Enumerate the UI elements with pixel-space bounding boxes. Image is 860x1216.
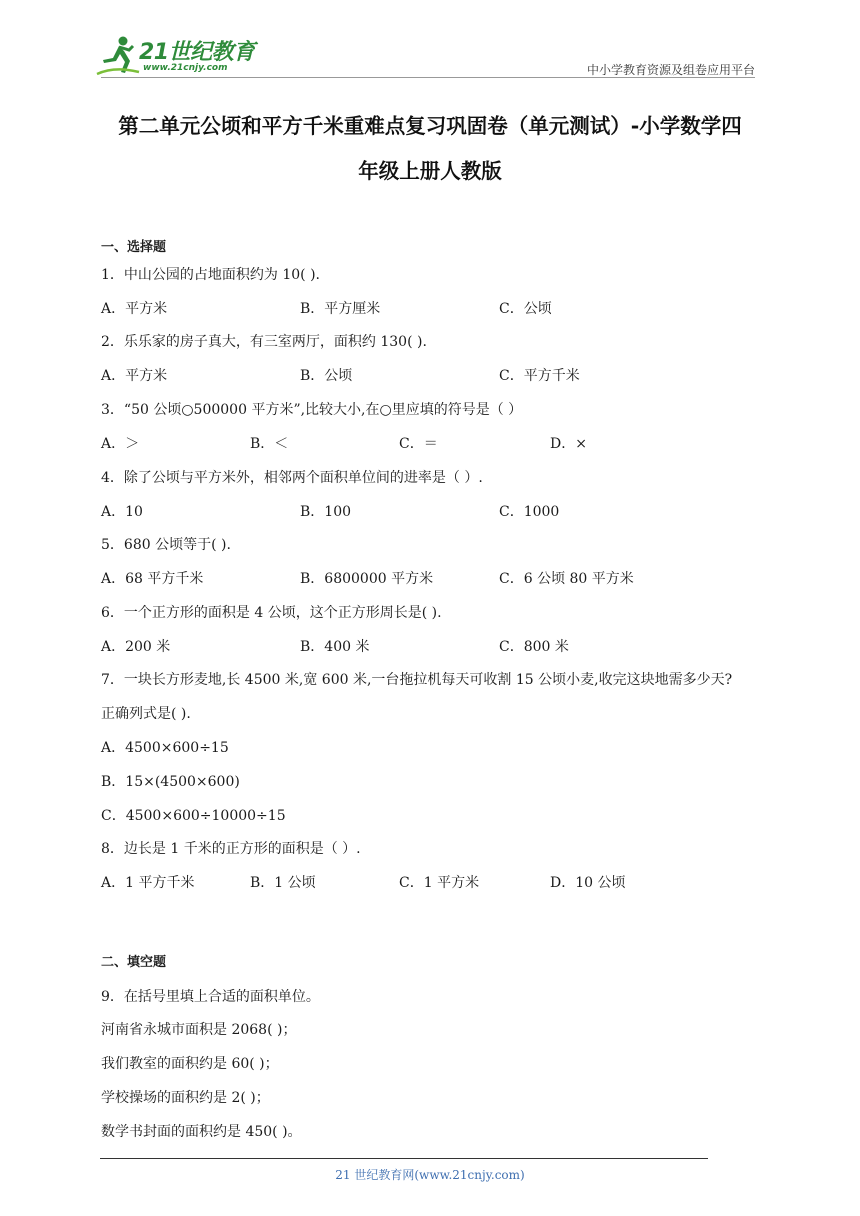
question-2: 2．乐乐家的房子真大，有三室两厅，面积约 130( ). — [101, 334, 427, 350]
document-title-line2: 年级上册人教版 — [358, 159, 502, 183]
runner-logo-icon — [95, 34, 141, 80]
question-7-continued: 正确列式是( ). — [101, 706, 191, 722]
q1-option-c: C．公顷 — [499, 301, 552, 317]
question-7: 7．一块长方形麦地,长 4500 米,宽 600 米,一台拖拉机每天可收割 15 公顷小麦,收完这块地需多少天? — [101, 672, 733, 688]
section-heading-fill: 二、填空题 — [101, 955, 167, 970]
q7-option-c: C．4500×600÷10000÷15 — [101, 808, 286, 824]
q3-option-c: C．＝ — [399, 436, 438, 452]
question-9: 9．在括号里填上合适的面积单位。 — [101, 989, 320, 1005]
site-logo[interactable] — [95, 32, 265, 80]
q7-option-b: B．15×(4500×600) — [101, 774, 240, 790]
platform-name: 中小学教育资源及组卷应用平台 — [586, 63, 755, 77]
q4-option-a: A．10 — [101, 504, 143, 520]
q4-option-b: B．100 — [300, 504, 352, 520]
q2-option-a: A．平方米 — [101, 368, 168, 384]
question-1: 1．中山公园的占地面积约为 10( ). — [101, 267, 320, 283]
q6-option-b: B．400 米 — [300, 639, 370, 655]
document-title-line1: 第二单元公顷和平方千米重难点复习巩固卷（单元测试）-小学数学四 — [118, 114, 742, 138]
footer-divider — [100, 1158, 708, 1159]
header-divider — [101, 77, 755, 78]
question-3: 3．“50 公顷○500000 平方米”,比较大小,在○里应填的符号是（ ） — [101, 402, 523, 418]
footer-link[interactable]: 21 世纪教育网(www.21cnjy.com) — [335, 1168, 525, 1182]
q3-option-b: B．＜ — [250, 436, 289, 452]
question-5: 5．680 公顷等于( ). — [101, 537, 231, 553]
question-4: 4．除了公顷与平方米外，相邻两个面积单位间的进率是（ ）. — [101, 470, 483, 486]
q6-option-c: C．800 米 — [499, 639, 569, 655]
q8-option-b: B．1 公顷 — [250, 875, 316, 891]
question-6: 6．一个正方形的面积是 4 公顷，这个正方形周长是( ). — [101, 605, 442, 621]
q4-option-c: C．1000 — [499, 504, 560, 520]
logo-text: 21世纪教育 — [139, 40, 255, 65]
q2-option-c: C．平方千米 — [499, 368, 580, 384]
q9-blank-3: 学校操场的面积约是 2( )； — [101, 1090, 270, 1106]
section-heading-choice: 一、选择题 — [101, 240, 167, 255]
q9-blank-4: 数学书封面的面积约是 450( )。 — [101, 1124, 302, 1140]
question-8: 8．边长是 1 千米的正方形的面积是（ ）. — [101, 841, 361, 857]
q1-option-b: B．平方厘米 — [300, 301, 381, 317]
q5-option-c: C．6 公顷 80 平方米 — [499, 571, 634, 587]
logo-url: www.21cnjy.com — [143, 63, 228, 73]
q7-option-a: A．4500×600÷15 — [101, 740, 229, 756]
q3-option-a: A．＞ — [101, 436, 140, 452]
q2-option-b: B．公顷 — [300, 368, 353, 384]
page-header — [95, 32, 755, 80]
q9-blank-2: 我们教室的面积约是 60( )； — [101, 1056, 279, 1072]
q5-option-b: B．6800000 平方米 — [300, 571, 434, 587]
q8-option-c: C．1 平方米 — [399, 875, 480, 891]
q6-option-a: A．200 米 — [101, 639, 171, 655]
q9-blank-1: 河南省永城市面积是 2068( )； — [101, 1022, 297, 1038]
q5-option-a: A．68 平方千米 — [101, 571, 204, 587]
q3-option-d: D．× — [550, 436, 587, 452]
q1-option-a: A．平方米 — [101, 301, 168, 317]
q8-option-a: A．1 平方千米 — [101, 875, 195, 891]
q8-option-d: D．10 公顷 — [550, 875, 626, 891]
